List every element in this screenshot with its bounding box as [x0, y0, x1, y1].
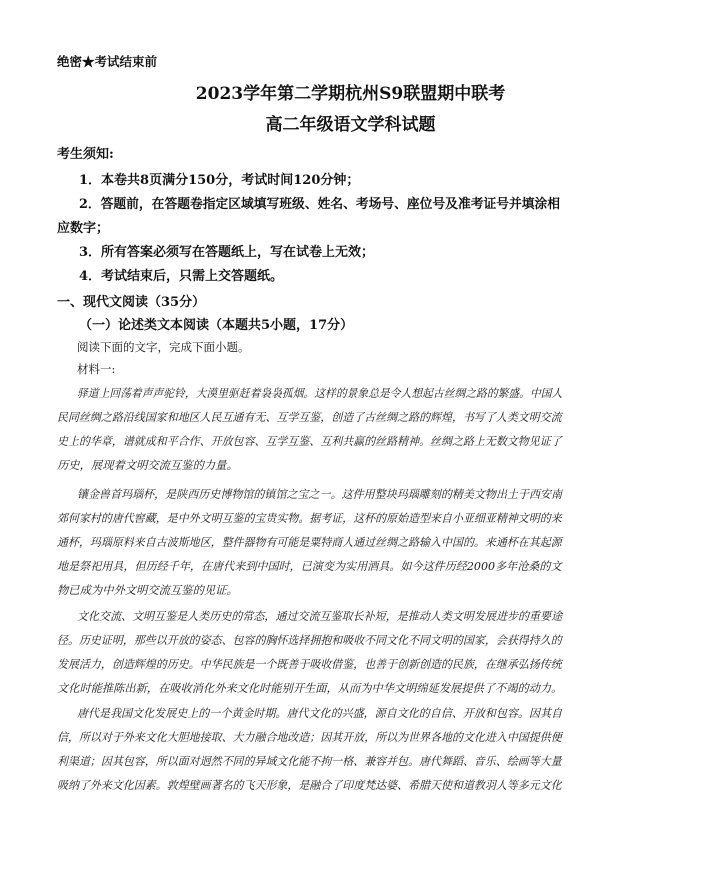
material-label: 材料一: — [77, 362, 116, 376]
confidential-label: 绝密★考试结束前 — [57, 54, 158, 69]
note-item: 3．所有答案必须写在答题纸上，写在试卷上无效； — [79, 245, 375, 260]
paragraph-line: 文化时能推陈出新，在吸收消化外来文化时能别开生面，从而为中华文明绵延发展提供了不竭的动力。 — [57, 682, 563, 695]
paragraph-line: 信，所以对于外来文化大胆地接取、大力融合地改造；因其开放，所以为世界各地的文化进入中国提供便 — [57, 731, 562, 744]
paragraph-line: 吸纳了外来文化因素。敦煌壁画著名的飞天形象，是融合了印度梵达婆、希腊天使和道教羽人等多元文化 — [57, 779, 562, 792]
paragraph-line: 镶金兽首玛瑙杯，是陕西历史博物馆的镇馆之宝之一。这件用整块玛瑙雕刻的精美文物出土于西安南 — [77, 488, 563, 501]
paragraph-line: 驿道上回荡着声声驼铃，大漠里驱赶着袅袅孤烟。这样的景象总是令人想起古丝绸之路的繁盛。中国人 — [77, 387, 563, 400]
paragraph-line: 发展活力，创造辉煌的历史。中华民族是一个既善于吸收借鉴，也善于创新创造的民族，在继承弘扬传统 — [57, 658, 562, 671]
subsection-heading: （一）论述类文本阅读（本题共5小题，17分） — [79, 318, 354, 333]
paragraph-line: 地是祭祀用具，但历经千年，在唐代来到中国时，已演变为实用酒具。如今这件历经2000多年沧桑的文 — [57, 560, 562, 573]
exam-title: 2023学年第二学期杭州S9联盟期中联考 — [195, 84, 506, 104]
paragraph-line: 文化交流、文明互鉴是人类历史的常态，通过交流互鉴取长补短，是推动人类文明发展进步的重要途 — [77, 610, 563, 623]
paragraph-line: 民同丝绸之路沿线国家和地区人民互通有无、互学互鉴，创造了古丝绸之路的辉煌，书写了人类文明交流 — [57, 411, 562, 424]
note-item: 应数字； — [57, 221, 110, 236]
note-item: 2．答题前，在答题卷指定区域填写班级、姓名、考场号、座位号及准考证号并填涂相 — [79, 197, 561, 212]
paragraph-line: 史上的华章，谱就成和平合作、开放包容、互学互鉴、互利共赢的丝路精神。丝绸之路上无数文物见证了 — [57, 435, 562, 448]
note-item: 4．考试结束后，只需上交答题纸。 — [79, 269, 284, 284]
exam-subtitle: 高二年级语文学科试题 — [265, 115, 436, 135]
paragraph-line: 唐代是我国文化发展史上的一个黄金时期。唐代文化的兴盛，源自文化的自信、开放和包容。因其自 — [77, 707, 563, 720]
paragraph-line: 郊何家村的唐代窖藏，是中外文明互鉴的宝贵实物。据考证，这杯的原始造型来自小亚细亚精神文明的来 — [57, 512, 562, 525]
section-heading: 一、现代文阅读（35分） — [57, 295, 206, 310]
paragraph-line: 物已成为中外文明交流互鉴的见证。 — [57, 584, 238, 597]
note-item: 1．本卷共8页满分150分，考试时间120分钟； — [79, 173, 360, 188]
paragraph-line: 径。历史证明，那些以开放的姿态、包容的胸怀选择拥抱和吸收不同文化不同文明的国家，会获得持久的 — [57, 634, 562, 647]
paragraph-line: 历史，展现着文明交流互鉴的力量。 — [57, 459, 238, 472]
reading-instruction: 阅读下面的文字，完成下面小题。 — [77, 340, 250, 354]
paragraph-line: 通杯，玛瑙原料来自古波斯地区，整件器物有可能是粟特商人通过丝绸之路输入中国的。来通杯在其起源 — [57, 536, 562, 549]
notes-heading: 考生须知: — [57, 147, 114, 162]
paragraph-line: 利渠道；因其包容，所以面对迥然不同的异域文化能不拘一格、兼容并包。唐代舞蹈、音乐、绘画等大量 — [57, 755, 562, 768]
